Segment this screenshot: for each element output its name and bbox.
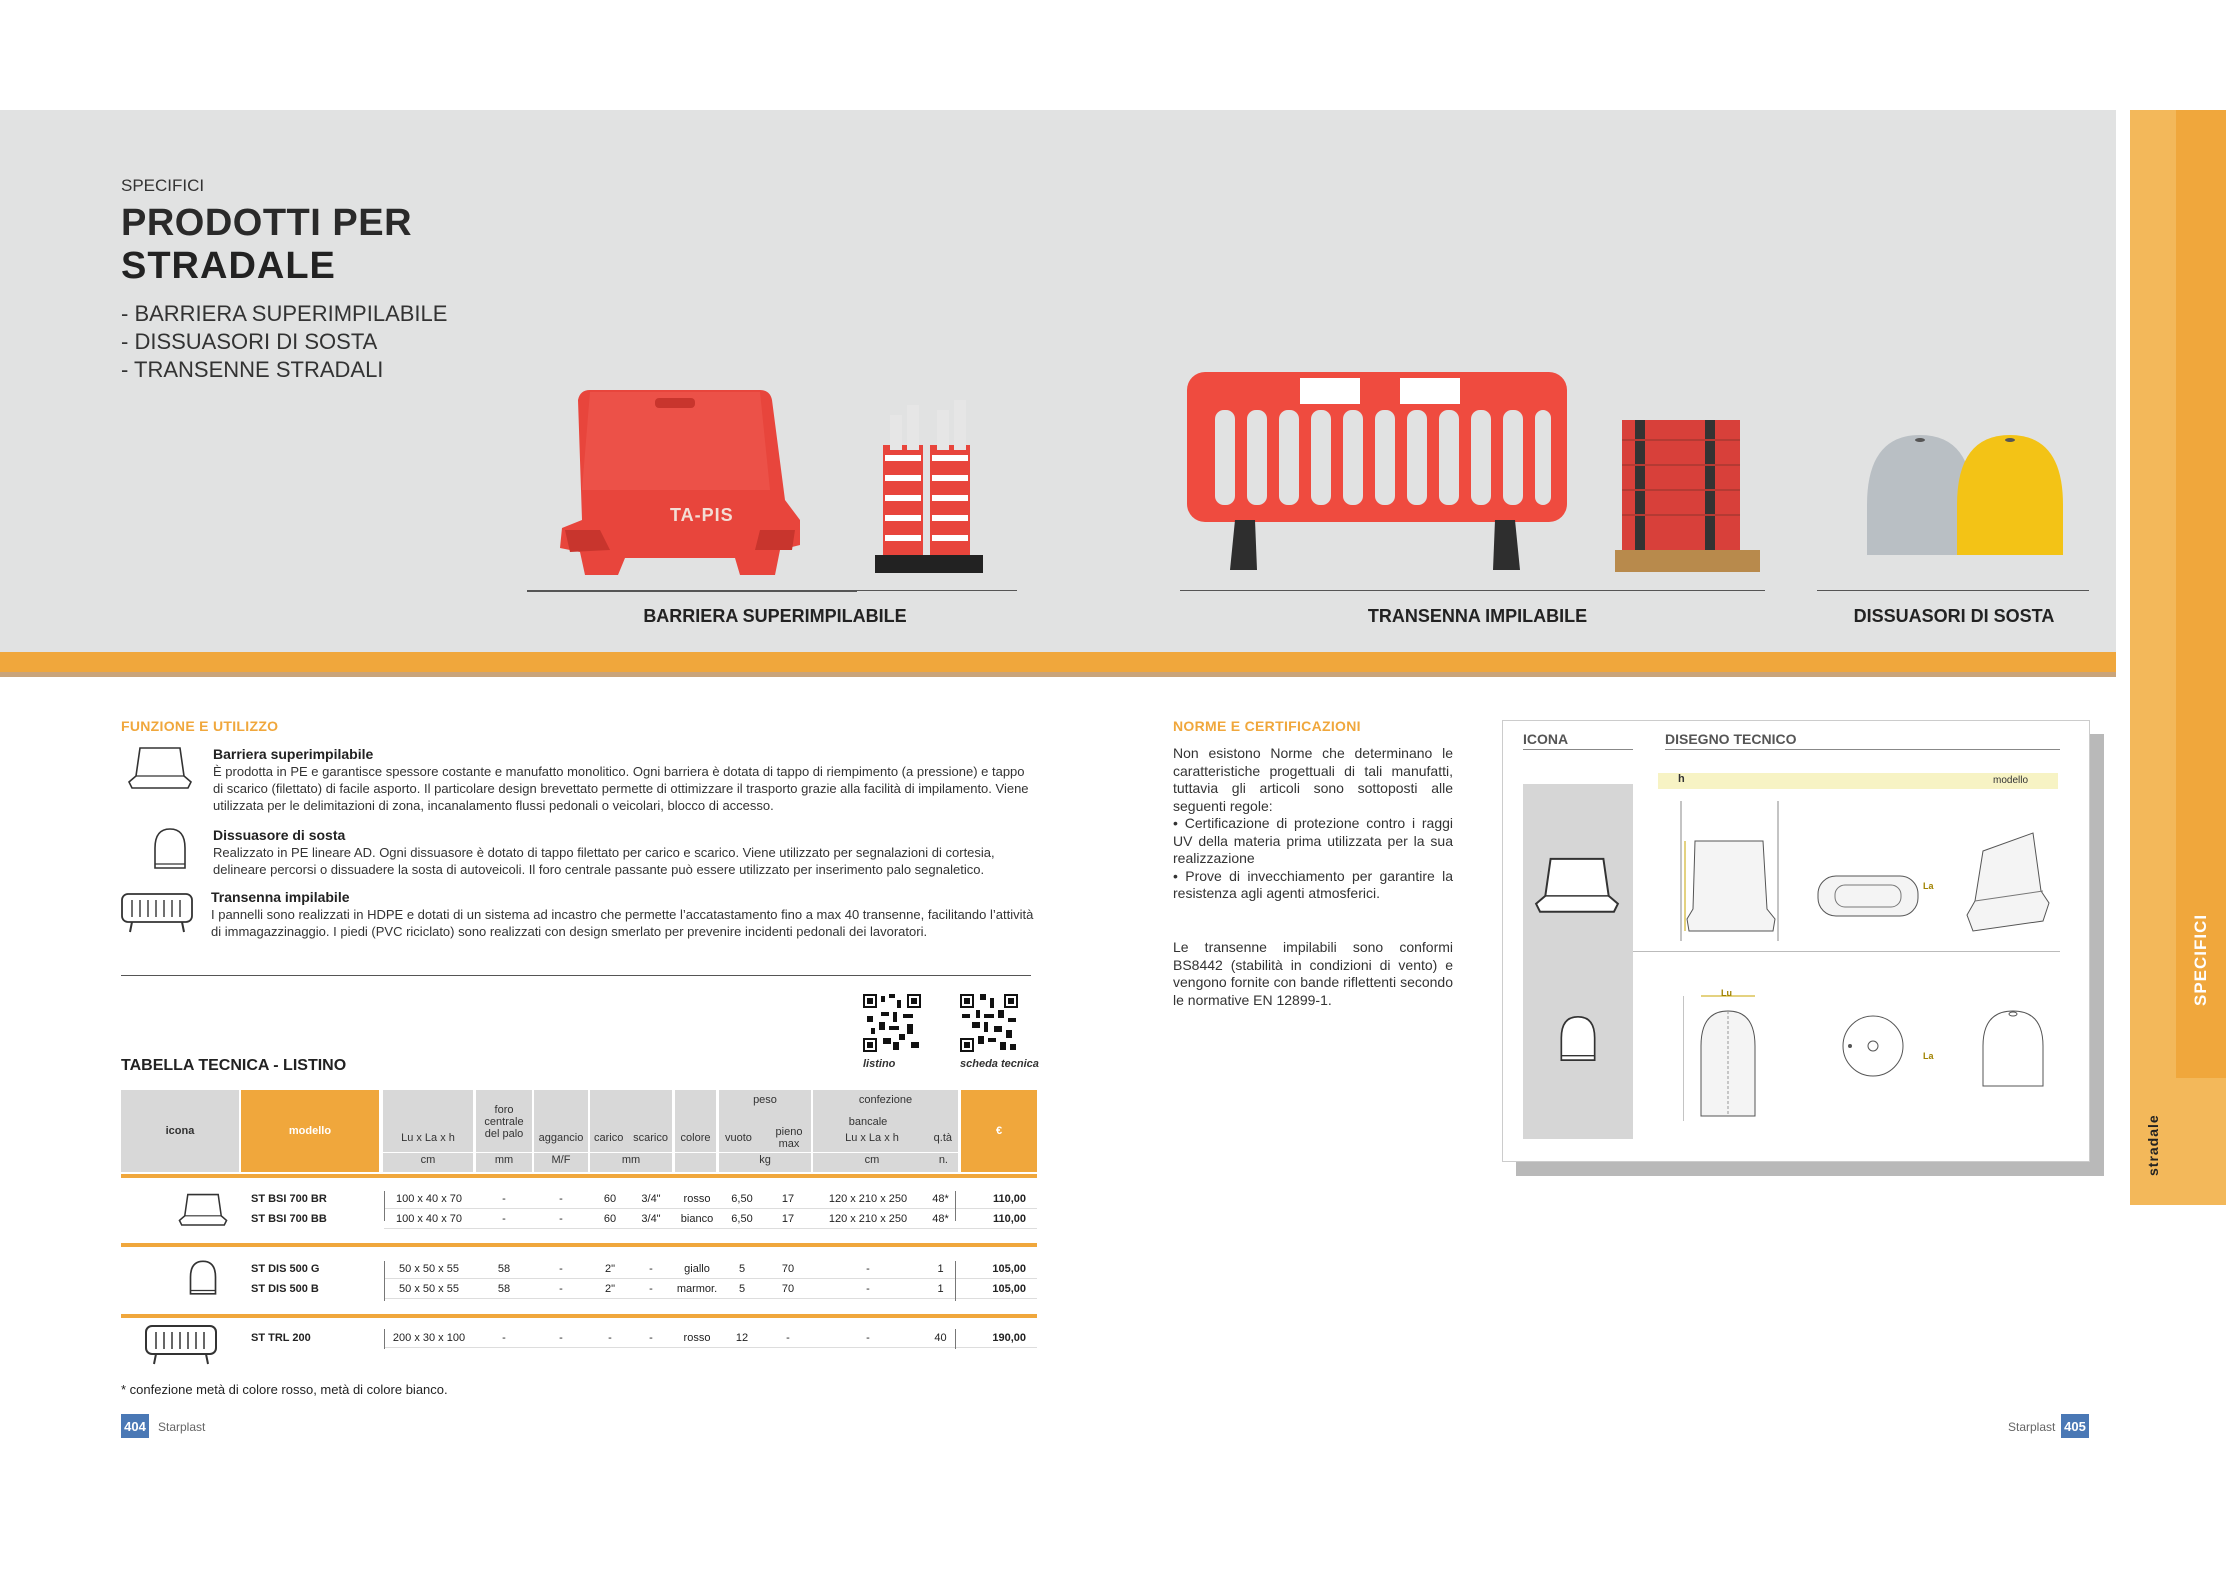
table-cell-dims: 200 x 30 x 100 xyxy=(392,1332,466,1344)
table-cell-dims: 100 x 40 x 70 xyxy=(395,1213,463,1225)
norme-text-transenne: Le transenne impilabili sono conformi BS8442 (stabilità in condizioni di vento) e vengono fornite con bande riflettenti secondo le normative EN 12899-1. xyxy=(1173,939,1453,1008)
table-cell-foro: 58 xyxy=(497,1263,511,1275)
table-cell-aggancio: - xyxy=(559,1213,563,1225)
footer-brand-left: Starplast xyxy=(158,1420,206,1434)
funzione-title-fence: Transenna impilabile xyxy=(211,889,350,905)
qr-code-scheda[interactable] xyxy=(960,994,1018,1052)
th-aggancio-label: aggancio xyxy=(538,1132,584,1144)
th-colore xyxy=(675,1090,716,1172)
drawing-label-la: La xyxy=(1923,1051,1934,1061)
row-separator xyxy=(121,1243,1037,1247)
th-confezione xyxy=(813,1090,958,1172)
table-cell-pieno: 17 xyxy=(781,1193,795,1205)
page-number-left: 404 xyxy=(121,1414,149,1438)
th-foro xyxy=(476,1090,532,1172)
drawing-label-la: La xyxy=(1923,881,1934,891)
technical-drawing-card xyxy=(1502,720,2090,1162)
funzione-text-barrier: È prodotta in PE e garantisce spessore costante e manufatto monolitico. Ogni barriera è dotata di tappo di riempimento (a pressione) e tappo di scarico (filettato) di facile asporto. Il particolare design brevettato permette di ottimizzare il trasporto grazie alla facilità di impilamento. Viene utilizzata per le delimitazioni di zona, incanalamento flussi pedonali o veicolari, blocco di accesso. xyxy=(213,764,1029,813)
table-cell-qta: 1 xyxy=(937,1263,944,1275)
table-cell-carico: 60 xyxy=(603,1213,617,1225)
table-cell-carico: 60 xyxy=(603,1193,617,1205)
table-cell-foro: - xyxy=(502,1332,506,1344)
th-carico-scarico xyxy=(590,1090,672,1172)
table-cell-bancale: 120 x 210 x 250 xyxy=(828,1213,908,1225)
qr-label-scheda: scheda tecnica xyxy=(960,1058,1039,1070)
barrier-top-drawing xyxy=(1813,871,1923,921)
table-cell-vuoto: 5 xyxy=(738,1283,746,1295)
th-dims-unit: cm xyxy=(420,1154,436,1166)
side-tab-outer-label: stradale xyxy=(2145,1114,2161,1176)
product-label-bollard: DISSUASORI DI SOSTA xyxy=(1853,606,2055,626)
barrier-icon xyxy=(178,1190,228,1228)
th-bancale: bancale xyxy=(848,1116,888,1128)
bullet-item: - BARRIERA SUPERIMPILABILE xyxy=(121,301,448,326)
table-cell-model: ST BSI 700 BB xyxy=(251,1213,327,1225)
fence-photo xyxy=(1185,370,1570,575)
table-cell-dims: 50 x 50 x 55 xyxy=(399,1283,459,1295)
page-number-right: 405 xyxy=(2061,1414,2089,1438)
table-cell-vuoto: 6,50 xyxy=(731,1213,753,1225)
table-title: TABELLA TECNICA - LISTINO xyxy=(121,1057,347,1074)
grid-line xyxy=(955,1261,956,1301)
table-cell-foro: - xyxy=(502,1213,506,1225)
th-bancale-dims: Lu x La x h xyxy=(845,1132,899,1144)
section-kicker: SPECIFICI xyxy=(121,176,205,195)
funzione-title-barrier: Barriera superimpilabile xyxy=(213,746,374,762)
th-qta-unit: n. xyxy=(938,1154,948,1166)
th-vuoto: vuoto xyxy=(725,1132,752,1144)
table-footnote: * confezione metà di colore rosso, metà di colore bianco. xyxy=(121,1382,448,1397)
funzione-text-bollard: Realizzato in PE lineare AD. Ogni dissuasore è dotato di tappo filettato per carico e scarico. Viene utilizzato per segnalazioni di cortesia, delineare percorsi o dissuadere la sosta di autoveicoli. Il foro centrale passante può essere utilizzato per inserimento palo segnaletico. xyxy=(213,845,995,877)
th-dims xyxy=(383,1090,473,1172)
section-divider xyxy=(121,975,1031,976)
page-title-line1: PRODOTTI PER xyxy=(121,202,413,244)
th-modello: modello xyxy=(241,1090,379,1172)
table-cell-carico: 2" xyxy=(604,1283,616,1295)
footer-brand-right: Starplast xyxy=(2008,1420,2056,1434)
table-cell-colore: marmor. xyxy=(676,1283,718,1295)
drawing-icon-column xyxy=(1523,784,1633,1139)
table-cell-bancale: - xyxy=(866,1332,870,1344)
hero-stripe xyxy=(0,652,2116,672)
table-cell-pieno: 70 xyxy=(781,1263,795,1275)
table-cell-model: ST DIS 500 G xyxy=(251,1263,320,1275)
bollard-icon xyxy=(188,1258,218,1298)
th-euro: € xyxy=(961,1090,1037,1172)
norme-bullet: • Prove di invecchiamento per garantire la resistenza agli agenti atmosferici. xyxy=(1173,867,1453,901)
drawing-rule xyxy=(1665,749,2060,750)
bollard-3d-drawing xyxy=(1978,1006,2048,1091)
table-cell-price: 190,00 xyxy=(992,1332,1026,1344)
table-cell-model: ST BSI 700 BR xyxy=(251,1193,327,1205)
barrier-side-drawing xyxy=(1673,801,1783,941)
section-heading-funzione: FUNZIONE E UTILIZZO xyxy=(121,718,279,734)
table-cell-qta: 48* xyxy=(932,1213,949,1225)
grid-line xyxy=(955,1329,956,1349)
drawing-label-modello: modello xyxy=(1993,775,2029,786)
th-foro-label: foro centrale del palo xyxy=(484,1104,524,1140)
table-cell-vuoto: 5 xyxy=(738,1263,746,1275)
barrier-3d-drawing xyxy=(1963,831,2053,941)
barrier-icon xyxy=(128,742,192,792)
fence-icon xyxy=(144,1322,218,1366)
bollard-photo xyxy=(1865,430,2065,560)
row-separator xyxy=(121,1314,1037,1318)
barrier-stack-photo xyxy=(875,395,985,575)
table-cell-colore: giallo xyxy=(684,1263,710,1275)
th-divider xyxy=(383,1152,958,1153)
th-qta: q.tà xyxy=(933,1132,952,1144)
product-label-barrier: BARRIERA SUPERIMPILABILE xyxy=(643,606,907,626)
table-cell-aggancio: - xyxy=(559,1193,563,1205)
th-confezione-label: confezione xyxy=(858,1094,913,1106)
table-cell-dims: 100 x 40 x 70 xyxy=(395,1193,463,1205)
norme-intro: Non esistono Norme che determinano le caratteristiche progettuali di tali manufatti, tuttavia gli articoli sono sottoposti alle seguenti regole: xyxy=(1173,745,1453,814)
table-cell-vuoto: 12 xyxy=(735,1332,749,1344)
grid-line xyxy=(384,1329,385,1349)
table-cell-pieno: - xyxy=(786,1332,790,1344)
norme-bullet: • Certificazione di protezione contro i raggi UV della materia prima utilizzata per la sua realizzazione xyxy=(1173,815,1453,866)
table-cell-foro: 58 xyxy=(497,1283,511,1295)
table-cell-carico: 2" xyxy=(604,1263,616,1275)
th-foro-unit: mm xyxy=(494,1154,514,1166)
table-cell-scarico: - xyxy=(649,1263,653,1275)
th-aggancio xyxy=(534,1090,588,1172)
bollard-icon xyxy=(1558,1011,1598,1067)
th-dims-label: Lu x La x h xyxy=(401,1132,455,1144)
table-cell-qta: 40 xyxy=(934,1332,947,1344)
table-cell-foro: - xyxy=(502,1193,506,1205)
side-tab-outer-label-box xyxy=(2130,1100,2176,1190)
grid-line xyxy=(384,1191,385,1221)
table-cell-scarico: 3/4" xyxy=(641,1193,661,1205)
hero-band xyxy=(0,110,2116,660)
funzione-title-bollard: Dissuasore di sosta xyxy=(213,827,346,843)
product-rule xyxy=(1817,590,2089,591)
bollard-icon xyxy=(152,826,188,872)
drawing-rule xyxy=(1633,951,2060,952)
table-cell-carico: - xyxy=(608,1332,612,1344)
table-cell-model: ST DIS 500 B xyxy=(251,1283,319,1295)
table-cell-bancale: - xyxy=(866,1283,870,1295)
bullet-list xyxy=(121,300,447,384)
th-peso xyxy=(719,1090,811,1172)
table-cell-aggancio: - xyxy=(559,1283,563,1295)
table-cell-price: 110,00 xyxy=(992,1213,1026,1225)
table-cell-price: 105,00 xyxy=(992,1283,1026,1295)
grid-line xyxy=(384,1261,385,1301)
bullet-item: - TRANSENNE STRADALI xyxy=(121,357,384,382)
th-pieno: pieno max xyxy=(775,1126,803,1150)
side-tab-inner-label-box xyxy=(2176,880,2226,1040)
side-tab-inner-label: SPECIFICI xyxy=(2191,913,2210,1007)
barrier-brand-logo: TA-PIS xyxy=(670,505,734,525)
table-cell-qta: 48* xyxy=(932,1193,949,1205)
bullet-item: - DISSUASORI DI SOSTA xyxy=(121,329,378,354)
table-cell-qta: 1 xyxy=(937,1283,944,1295)
drawing-col-icona: ICONA xyxy=(1523,731,1569,747)
hero-stripe-shadow xyxy=(0,672,2116,677)
table-cell-model: ST TRL 200 xyxy=(251,1332,311,1344)
drawing-label-lu: Lu xyxy=(1721,988,1732,998)
table-cell-price: 110,00 xyxy=(992,1193,1026,1205)
table-cell-colore: bianco xyxy=(680,1213,714,1225)
drawing-col-title: DISEGNO TECNICO xyxy=(1665,731,1797,747)
th-colore-label: colore xyxy=(680,1132,711,1144)
qr-code-listino[interactable] xyxy=(863,994,921,1052)
bollard-top-drawing xyxy=(1838,1011,1908,1081)
table-cell-pieno: 70 xyxy=(781,1283,795,1295)
barrier-photo xyxy=(560,380,800,580)
qr-label-listino: listino xyxy=(863,1058,896,1070)
table-cell-colore: rosso xyxy=(683,1193,711,1205)
norme-text xyxy=(1173,745,1453,903)
product-rule xyxy=(527,590,857,592)
product-rule-thin xyxy=(857,590,1017,591)
grid-line xyxy=(955,1191,956,1221)
th-icona: icona xyxy=(121,1090,239,1172)
table-cell-pieno: 17 xyxy=(781,1213,795,1225)
fence-icon xyxy=(120,890,194,934)
th-peso-label: peso xyxy=(753,1094,777,1106)
barrier-icon xyxy=(1531,851,1623,917)
table-cell-aggancio: - xyxy=(559,1332,563,1344)
th-scarico: scarico xyxy=(633,1132,668,1144)
product-rule xyxy=(1180,590,1765,591)
table-cell-dims: 50 x 50 x 55 xyxy=(399,1263,459,1275)
funzione-text-fence: I pannelli sono realizzati in HDPE e dotati di un sistema ad incastro che permette l’accatastamento fino a max 40 transenne, facilitando l’attività di immagazzinaggio. I piedi (PVC riciclato) sono realizzati con design smerlato per prevenire incidenti pedonali dei lavoratori. xyxy=(211,907,1034,939)
table-cell-aggancio: - xyxy=(559,1263,563,1275)
table-cell-colore: rosso xyxy=(683,1332,711,1344)
table-cell-bancale: - xyxy=(866,1263,870,1275)
th-carico: carico xyxy=(594,1132,624,1144)
drawing-label-h: h xyxy=(1678,773,1685,785)
table-cell-scarico: 3/4" xyxy=(641,1213,661,1225)
page-title-line2: STRADALE xyxy=(121,245,336,287)
fence-stack-photo xyxy=(1610,410,1760,575)
table-cell-vuoto: 6,50 xyxy=(731,1193,753,1205)
table-cell-scarico: - xyxy=(649,1332,653,1344)
th-cs-unit: mm xyxy=(621,1154,641,1166)
th-aggancio-unit: M/F xyxy=(551,1154,571,1166)
table-cell-scarico: - xyxy=(649,1283,653,1295)
section-heading-norme: NORME E CERTIFICAZIONI xyxy=(1173,718,1361,734)
product-label-fence: TRANSENNA IMPILABILE xyxy=(1367,606,1588,626)
drawing-rule xyxy=(1523,749,1633,750)
th-peso-unit: kg xyxy=(759,1154,771,1166)
bollard-side-drawing xyxy=(1683,991,1783,1121)
th-bancale-unit: cm xyxy=(864,1154,880,1166)
table-cell-bancale: 120 x 210 x 250 xyxy=(828,1193,908,1205)
row-separator xyxy=(121,1174,1037,1178)
table-cell-price: 105,00 xyxy=(992,1263,1026,1275)
